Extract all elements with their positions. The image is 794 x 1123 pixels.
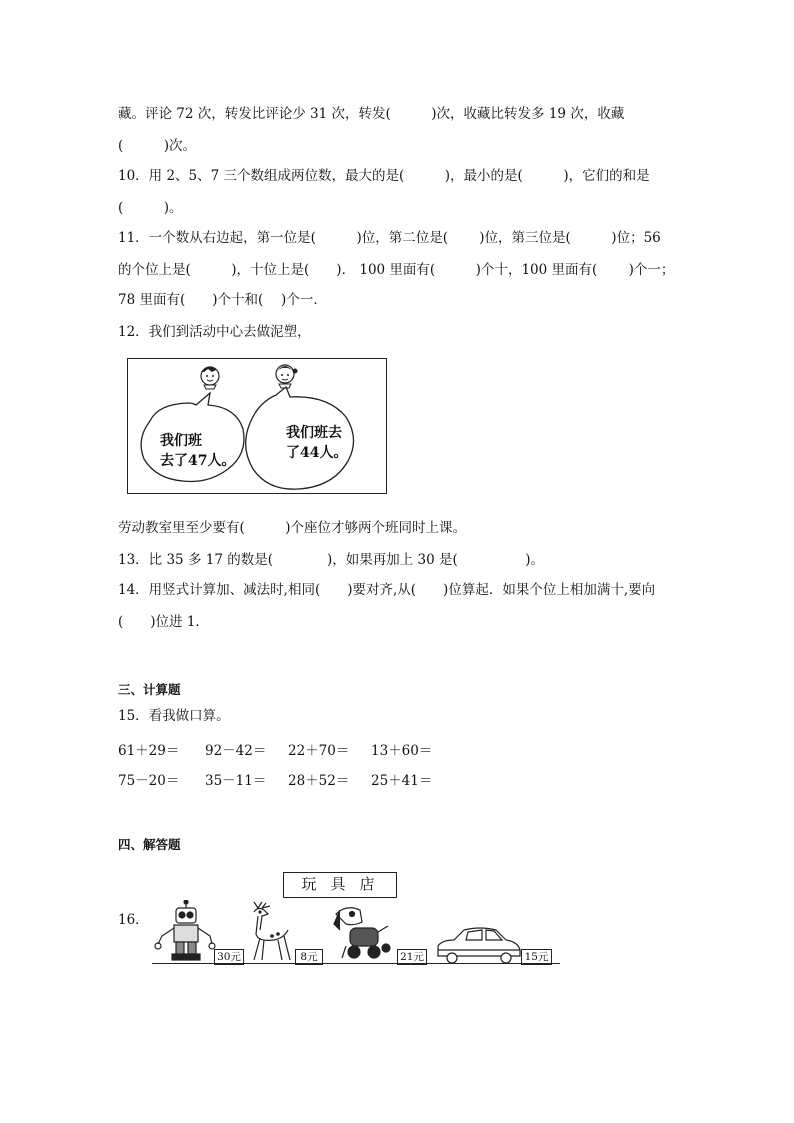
question-9-line-2: ( )次。 (118, 138, 197, 154)
question-12-line-2: 劳动教室里至少要有( )个座位才够两个班同时上课。 (118, 520, 467, 536)
price-tag-car: 15元 (521, 949, 552, 965)
car-icon (438, 928, 520, 963)
calc-item: 13＋60＝ (371, 743, 433, 759)
toy-shop-sign: 玩具店 (283, 872, 397, 898)
speech-bubble-illustration (127, 358, 387, 494)
section-4-title: 四、解答题 (118, 837, 181, 852)
calc-item: 25＋41＝ (371, 773, 433, 789)
question-15: 15．看我做口算。 (118, 708, 230, 724)
toy-shop-illustration (150, 900, 570, 970)
deer-icon (254, 902, 290, 960)
question-10-line-1: 10．用 2、5、7 三个数组成两位数，最大的是( )，最小的是( )，它们的和是 (118, 168, 650, 184)
question-12-line-1: 12．我们到活动中心去做泥塑， (118, 324, 311, 340)
question-9-line-1: 藏。评论 72 次，转发比评论少 31 次，转发( )次，收藏比转发多 19 次，收藏 (118, 106, 625, 122)
question-11-line-1: 11．一个数从右边起，第一位是( )位，第二位是( )位，第三位是( )位；56 (118, 230, 661, 246)
section-3-title: 三、计算题 (118, 682, 181, 697)
boy-speech-line-2: 去了47人。 (160, 453, 236, 469)
girl-speech (286, 423, 347, 463)
price-tag-robot: 30元 (214, 949, 244, 965)
calc-item: 61＋29＝ (118, 743, 180, 759)
girl-icon (276, 365, 298, 388)
girl-speech-line-2: 了44人。 (286, 445, 348, 461)
calc-item: 75－20＝ (118, 773, 180, 789)
price-tag-robot-dog: 21元 (397, 949, 427, 965)
girl-speech-line-1: 我们班去 (286, 425, 342, 441)
boy-speech-line-1: 我们班 (160, 433, 202, 449)
question-10-line-2: ( )。 (118, 200, 183, 216)
shelf-line (152, 963, 560, 964)
calc-item: 35－11＝ (205, 773, 267, 789)
calc-item: 28＋52＝ (288, 773, 350, 789)
question-14-line-1: 14．用竖式计算加、减法时,相同( )要对齐,从( )位算起．如果个位上相加满十,要向 (118, 582, 656, 598)
price-tag-deer: 8元 (295, 949, 323, 965)
boy-speech (160, 431, 235, 471)
boy-icon (201, 367, 219, 389)
robot-dog-icon (334, 908, 390, 958)
question-16-number: 16． (118, 912, 149, 928)
question-14-line-2: ( )位进 1． (118, 614, 209, 630)
question-11-line-3: 78 里面有( )个十和( )个一． (118, 292, 327, 308)
robot-icon (155, 900, 215, 960)
question-11-line-2: 的个位上是( )，十位上是( )． 100 里面有( )个十，100 里面有( )个一； (118, 262, 675, 278)
question-13: 13．比 35 多 17 的数是( )，如果再加上 30 是( )。 (118, 552, 545, 568)
calc-item: 92－42＝ (205, 743, 267, 759)
calc-item: 22＋70＝ (288, 743, 350, 759)
